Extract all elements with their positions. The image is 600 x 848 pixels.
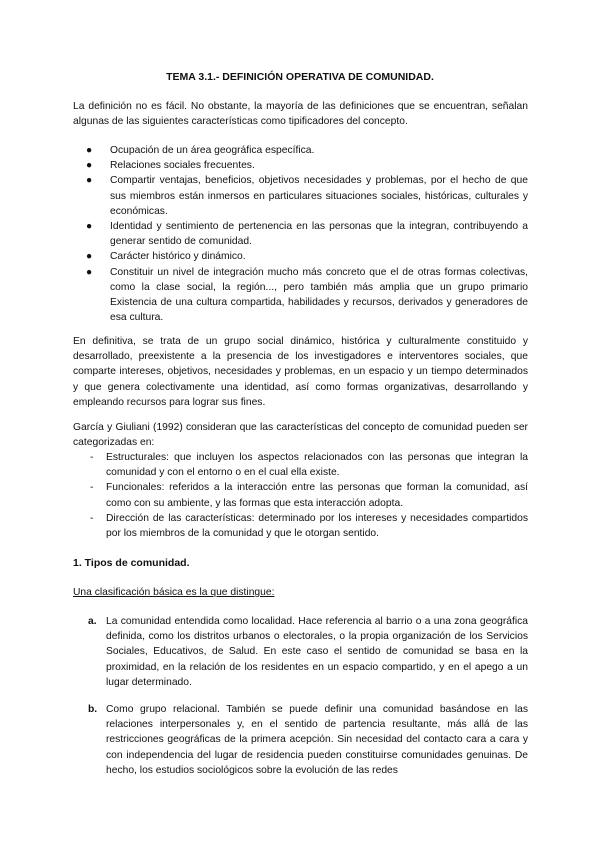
list-marker: b. [88,704,98,715]
list-marker: a. [88,616,97,627]
bullet-icon: ● [86,145,93,156]
summary-paragraph: En definitiva, se trata de un grupo social dinámico, histórica y culturalmente constituido y desarrollado, preexistente a la presencia de los investigadores e interventores sociales, que comparte intereses, objetivos, necesidades y problemas, en un espacio y un tiempo determinados y que genera colectivamente una identidad, así como formas organizativas, desarrollando y empleando recursos para lograr sus fines. [73,336,528,408]
dash-icon: - [90,452,94,463]
list-item: ● Relaciones sociales frecuentes. [73,158,528,173]
list-item: a. La comunidad entendida como localidad. Hace referencia al barrio o a una zona geográfica definida, como los distritos urbanos o electorales, o la propia organización de los Servicios Sociales, Educativos, de Salud. En este caso el sentido de comunidad se basa en la proximidad, en la relación de los residentes en un espacio compartido, y en el apego a un lugar determinado. [88,616,528,688]
list-item: ● Identidad y sentimiento de pertenencia en las personas que la integran, contribuyendo a generar sentido de comunidad. [86,221,528,248]
dash-icon: - [90,482,94,494]
bullet-icon: ● [86,221,93,233]
types-list-b [73,702,528,778]
categories-list [73,450,528,541]
characteristics-list [73,143,528,325]
bullet-icon: ● [86,175,93,187]
garcia-paragraph: García y Giuliani (1992) consideran que las características del concepto de comunidad pueden ser categorizadas en: [73,422,528,449]
intro-paragraph: La definición no es fácil. No obstante, la mayoría de las definiciones que se encuentran, señalan algunas de las siguientes características como tipificadores del concepto. [73,101,528,128]
list-item: b. Como grupo relacional. También se puede definir una comunidad basándose en las relaciones interpersonales y, en el sentido de partencia resultante, más allá de las restricciones geográficas de la primera acepción. Sin necesidad del contacto cara a cara y con independencia del lugar de residencia pueden constituirse comunidades genuinas. De hecho, los estudios sociológicos sobre la evolución de las redes [88,704,528,776]
list-item: - Funcionales: referidos a la interacción entre las personas que forman la comunidad, así como con su ambiente, y las formas que esta interacción adopta. [90,482,528,509]
bullet-icon: ● [86,160,93,172]
document-title: TEMA 3.1.- DEFINICIÓN OPERATIVA DE COMUNIDAD. [166,71,434,83]
classification-intro: Una clasificación básica es la que distingue: [73,587,275,598]
list-item: - Dirección de las características: determinado por los intereses y necesidades compartidos por los miembros de la comunidad y que le otorgan sentido. [90,512,528,540]
dash-icon: - [90,512,94,524]
section-heading: 1. Tipos de comunidad. [73,557,190,569]
types-list-a [73,614,528,690]
list-item: ● Carácter histórico y dinámico. [73,249,528,264]
list-item: - Estructurales: que incluyen los aspectos relacionados con las personas que integran la comunidad y con el entorno o en el cual ella existe. [90,452,528,479]
list-item: ● Constituir un nivel de integración mucho más concreto que el de otras formas colectivas, como la clase social, la región..., pero también más amplia que un grupo primario Existencia de una cultura compartida, habilidades y recursos, derivados y generadores de esa cultura. [86,266,528,324]
bullet-icon: ● [86,266,93,278]
bullet-icon: ● [86,251,93,263]
list-item: ● Ocupación de un área geográfica específica. [73,143,528,158]
list-item: ● Compartir ventajas, beneficios, objetivos necesidades y problemas, por el hecho de que sus miembros están inmersos en particulares situaciones sociales, históricas, culturales y económicas. [86,175,528,217]
